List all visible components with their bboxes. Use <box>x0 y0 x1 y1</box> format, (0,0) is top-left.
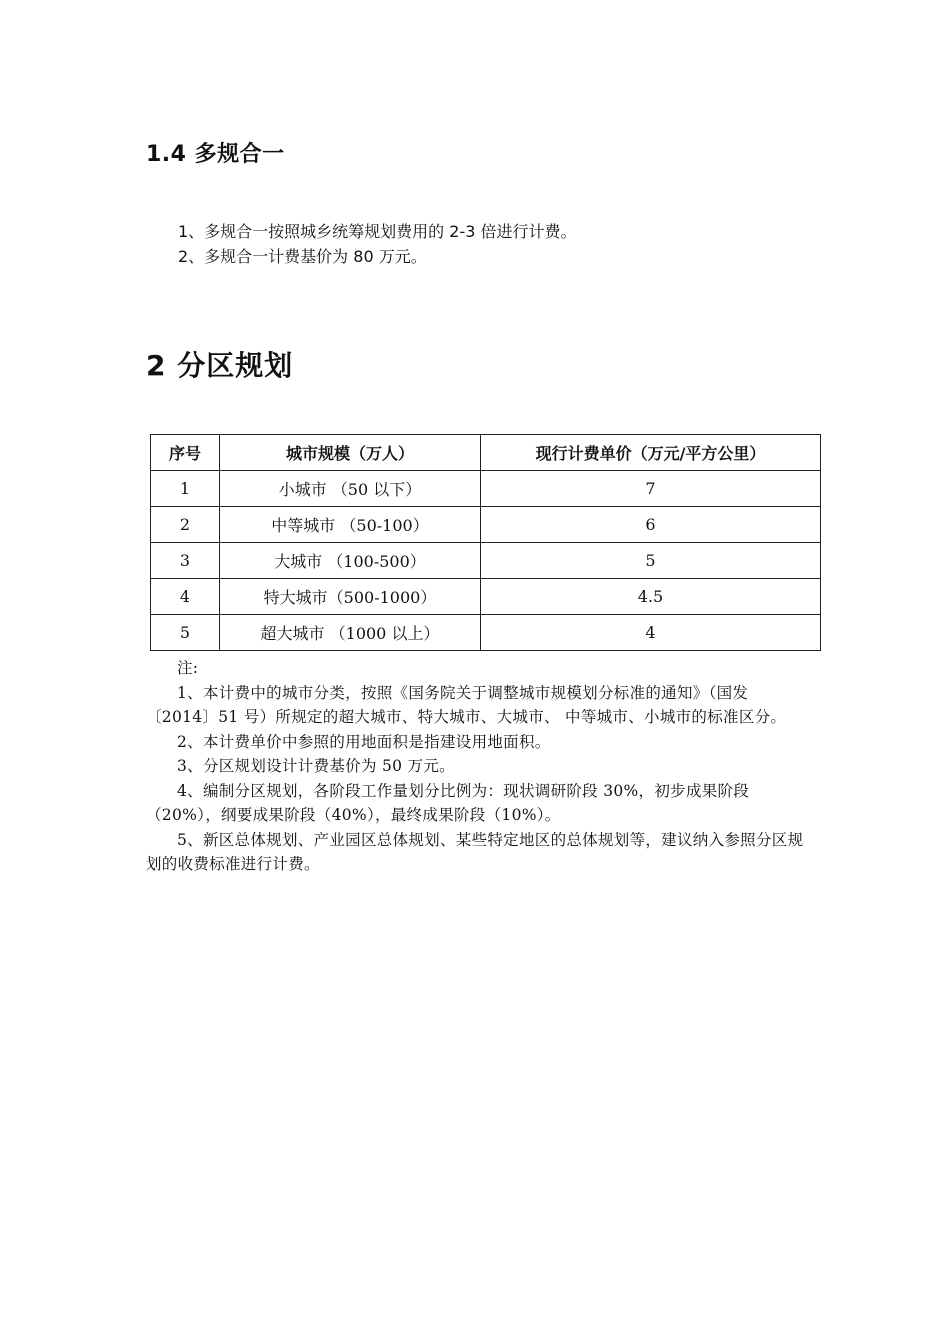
table-row <box>151 543 821 579</box>
cell-unit-price: 4 <box>481 615 821 651</box>
cell-unit-price: 5 <box>481 543 821 579</box>
cell-city-scale: 大城市 （100-500） <box>220 543 481 579</box>
header-index: 序号 <box>151 435 220 471</box>
table-header-row <box>151 435 821 471</box>
cell-index: 3 <box>151 543 220 579</box>
list-item: 1、多规合一按照城乡统筹规划费用的 2-3 倍进行计费。 <box>178 222 577 241</box>
cell-unit-price: 4.5 <box>481 579 821 615</box>
cell-city-scale: 超大城市 （1000 以上） <box>220 615 481 651</box>
fee-table <box>150 434 821 651</box>
section-2-heading: 2 分区规划 <box>146 349 294 382</box>
note-item: 1、本计费中的城市分类，按照《国务院关于调整城市规模划分标准的通知》（国发〔2014〕51 号）所规定的超大城市、特大城市、大城市、 中等城市、小城市的标准区分。 <box>146 683 787 726</box>
cell-index: 4 <box>151 579 220 615</box>
cell-index: 2 <box>151 507 220 543</box>
cell-city-scale: 小城市 （50 以下） <box>220 471 481 507</box>
note-item: 2、本计费单价中参照的用地面积是指建设用地面积。 <box>177 732 551 751</box>
header-city-scale: 城市规模（万人） <box>220 435 481 471</box>
cell-city-scale: 特大城市（500-1000） <box>220 579 481 615</box>
table-row <box>151 471 821 507</box>
section-1-4-heading: 1.4 多规合一 <box>146 142 285 167</box>
section-1-4-list <box>178 219 577 269</box>
table-row <box>151 507 821 543</box>
note-item: 5、新区总体规划、产业园区总体规划、某些特定地区的总体规划等，建议纳入参照分区规划的收费标准进行计费。 <box>146 830 804 873</box>
cell-unit-price: 6 <box>481 507 821 543</box>
header-unit-price: 现行计费单价（万元/平方公里） <box>481 435 821 471</box>
cell-unit-price: 7 <box>481 471 821 507</box>
table-notes <box>146 656 812 877</box>
table-row <box>151 579 821 615</box>
list-item: 2、多规合一计费基价为 80 万元。 <box>178 247 427 266</box>
cell-city-scale: 中等城市 （50-100） <box>220 507 481 543</box>
note-item: 4、编制分区规划，各阶段工作量划分比例为：现状调研阶段 30%，初步成果阶段（20%），纲要成果阶段（40%），最终成果阶段（10%）。 <box>146 781 750 824</box>
note-item: 3、分区规划设计计费基价为 50 万元。 <box>177 757 455 775</box>
note-label: 注: <box>177 659 199 677</box>
table-row <box>151 615 821 651</box>
cell-index: 5 <box>151 615 220 651</box>
cell-index: 1 <box>151 471 220 507</box>
